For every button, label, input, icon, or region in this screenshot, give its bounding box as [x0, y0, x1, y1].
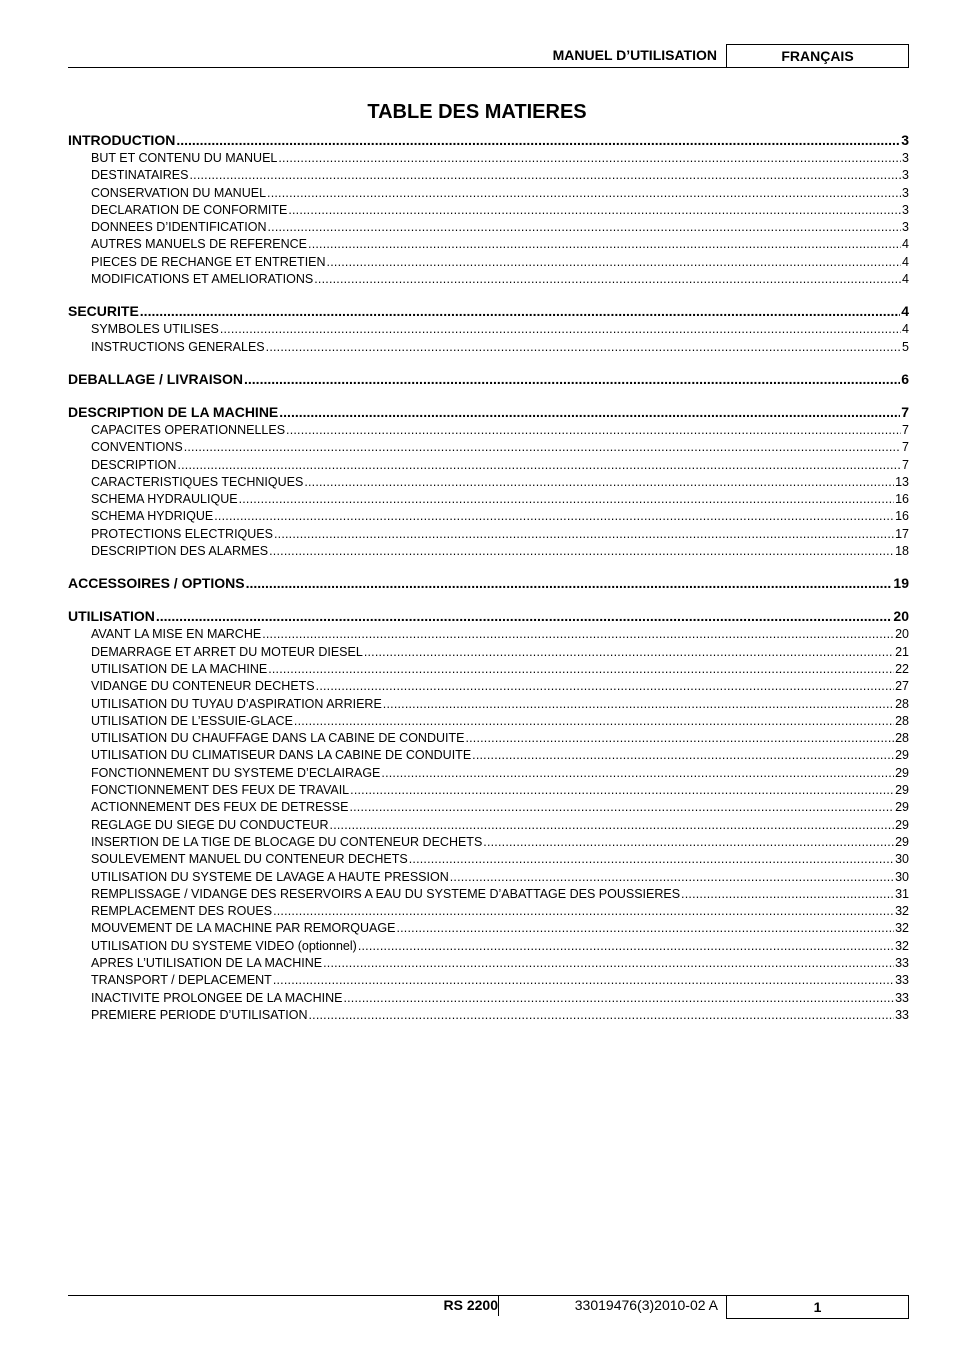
toc-entry-label: REMPLISSAGE / VIDANGE DES RESERVOIRS A EAU DU SYSTEME D’ABATTAGE DES POUSSIERES — [91, 886, 681, 901]
toc-page-number: 4 — [902, 272, 909, 287]
toc-section — [68, 574, 909, 593]
toc-section — [68, 370, 909, 389]
toc-entry-label: INSTRUCTIONS GENERALES — [91, 339, 265, 354]
toc-entry-label: SECURITE — [68, 303, 139, 320]
toc-page-number: 3 — [901, 132, 909, 148]
dot-leader — [184, 439, 901, 456]
toc-entry-label: UTILISATION DU CLIMATISEUR DANS LA CABINE DE CONDUITE — [91, 748, 472, 763]
toc-entry-label: PIECES DE RECHANGE ET ENTRETIEN — [91, 254, 326, 269]
toc-page-number: 4 — [901, 303, 909, 320]
dot-leader — [358, 938, 894, 955]
dot-leader — [308, 236, 901, 253]
toc-entry-label: CARACTERISTIQUES TECHNIQUES — [91, 474, 304, 489]
toc-entry-label: TRANSPORT / DEPLACEMENT — [91, 973, 272, 988]
toc-page-number: 3 — [902, 202, 909, 217]
toc-page-number: 17 — [895, 526, 909, 541]
toc-entry-label: UTILISATION DE L’ESSUIE-GLACE — [91, 713, 293, 728]
toc-entry-label: DESCRIPTION DE LA MACHINE — [68, 403, 279, 420]
toc-page-number: 29 — [895, 834, 909, 849]
dot-leader — [343, 990, 894, 1007]
toc-entry[interactable] — [68, 457, 909, 474]
toc-page-number: 33 — [895, 973, 909, 988]
toc-entry-label: INTRODUCTION — [68, 132, 176, 148]
toc-entry-label: SCHEMA HYDRIQUE — [91, 509, 214, 524]
toc-page-number: 29 — [895, 783, 909, 798]
toc-section-heading[interactable] — [68, 302, 909, 321]
toc-entry[interactable] — [68, 644, 909, 661]
toc-entry-label: UTILISATION DU TUYAU D’ASPIRATION ARRIERE — [91, 696, 382, 711]
dot-leader — [274, 526, 894, 543]
toc-page-number: 18 — [895, 544, 909, 559]
dot-leader — [278, 150, 901, 167]
toc-page-number: 6 — [901, 370, 909, 387]
toc-page-number: 21 — [895, 644, 909, 659]
dot-leader — [220, 321, 901, 338]
toc-entry[interactable] — [68, 782, 909, 799]
dot-leader — [381, 765, 894, 782]
toc-entry-label: FONCTIONNEMENT DU SYSTEME D’ECLAIRAGE — [91, 765, 381, 780]
toc-entry-label: CONSERVATION DU MANUEL — [91, 185, 267, 200]
toc-entry-label: CONVENTIONS — [91, 440, 183, 455]
dot-leader — [267, 219, 901, 236]
toc-entry-label: DEMARRAGE ET ARRET DU MOTEUR DIESEL — [91, 644, 363, 659]
dot-leader — [450, 869, 894, 886]
toc-entry[interactable] — [68, 799, 909, 816]
toc-entry-label: SYMBOLES UTILISES — [91, 322, 219, 337]
toc-page-number: 7 — [902, 440, 909, 455]
toc-entry[interactable] — [68, 202, 909, 219]
toc-section-heading[interactable] — [68, 607, 909, 626]
toc-page-number: 33 — [895, 955, 909, 970]
toc-entry[interactable] — [68, 990, 909, 1007]
toc-entry-label: FONCTIONNEMENT DES FEUX DE TRAVAIL — [91, 783, 350, 798]
toc-entry-label: SCHEMA HYDRAULIQUE — [91, 492, 238, 507]
toc-page-number: 28 — [895, 713, 909, 728]
toc-entry[interactable] — [68, 236, 909, 253]
toc-entry-label: PREMIERE PERIODE D’UTILISATION — [91, 1007, 308, 1022]
language-box: FRANÇAIS — [726, 44, 909, 68]
toc-entry[interactable] — [68, 474, 909, 491]
dot-leader — [267, 185, 901, 202]
toc-page-number: 32 — [895, 921, 909, 936]
toc-entry[interactable] — [68, 678, 909, 695]
toc-entry-label: DESCRIPTION DES ALARMES — [91, 544, 269, 559]
dot-leader — [483, 834, 894, 851]
toc-entry-label: ACTIONNEMENT DES FEUX DE DETRESSE — [91, 800, 349, 815]
toc-entry[interactable] — [68, 185, 909, 202]
toc-entry-label: ACCESSOIRES / OPTIONS — [68, 575, 245, 592]
dot-leader — [214, 508, 894, 525]
toc-entry-label: UTILISATION DU SYSTEME DE LAVAGE A HAUTE PRESSION — [91, 869, 449, 884]
toc-entry[interactable] — [68, 254, 909, 271]
dot-leader — [177, 457, 901, 474]
toc-entry[interactable] — [68, 219, 909, 236]
dot-leader — [266, 339, 901, 356]
toc-page-number: 22 — [895, 661, 909, 676]
toc-entry-label: DECLARATION DE CONFORMITE — [91, 202, 288, 217]
toc-entry[interactable] — [68, 508, 909, 525]
toc-entry[interactable] — [68, 491, 909, 508]
dot-leader — [681, 886, 894, 903]
toc-page-number: 28 — [895, 696, 909, 711]
dot-leader — [239, 491, 895, 508]
toc-section — [68, 302, 909, 356]
toc-page-number: 3 — [902, 151, 909, 165]
toc-entry-label: BUT ET CONTENU DU MANUEL — [91, 151, 278, 165]
toc-entry[interactable] — [68, 167, 909, 184]
dot-leader — [316, 678, 894, 695]
toc-page-number: 29 — [895, 817, 909, 832]
dot-leader — [350, 782, 894, 799]
toc-entry-label: UTILISATION — [68, 608, 155, 625]
toc-entry[interactable] — [68, 422, 909, 439]
dot-leader — [273, 972, 894, 989]
toc-page-number: 13 — [895, 474, 909, 489]
dot-leader — [349, 799, 894, 816]
dot-leader — [246, 574, 893, 593]
dot-leader — [244, 370, 900, 389]
toc-entry[interactable] — [68, 339, 909, 356]
toc-entry-label: UTILISATION DE LA MACHINE — [91, 661, 268, 676]
toc-entry-label: DESCRIPTION — [91, 457, 177, 472]
toc-page-number: 3 — [902, 220, 909, 235]
toc-entry[interactable] — [68, 747, 909, 764]
toc-entry[interactable] — [68, 321, 909, 338]
table-of-contents — [68, 131, 909, 1038]
toc-entry-label: VIDANGE DU CONTENEUR DECHETS — [91, 679, 315, 694]
toc-entry[interactable] — [68, 730, 909, 747]
toc-entry-label: DEBALLAGE / LIVRAISON — [68, 370, 244, 387]
dot-leader — [189, 167, 901, 184]
page-number: 1 — [726, 1295, 909, 1319]
dot-leader — [288, 202, 901, 219]
toc-page-number: 20 — [895, 627, 909, 642]
toc-page-number: 30 — [895, 869, 909, 884]
toc-page-number: 32 — [895, 904, 909, 919]
dot-leader — [409, 851, 894, 868]
toc-page-number: 30 — [895, 852, 909, 867]
toc-entry-label: REMPLACEMENT DES ROUES — [91, 904, 273, 919]
toc-section-heading[interactable] — [68, 370, 909, 389]
toc-page-number: 4 — [902, 322, 909, 337]
dot-leader — [176, 131, 900, 150]
toc-page-number: 29 — [895, 800, 909, 815]
toc-entry-label: MOUVEMENT DE LA MACHINE PAR REMORQUAGE — [91, 921, 396, 936]
toc-page-number: 4 — [902, 237, 909, 252]
document-code: 33019476(3)2010-02 A — [574, 1297, 718, 1313]
toc-page-number: 29 — [895, 765, 909, 780]
toc-entry[interactable] — [68, 851, 909, 868]
toc-section — [68, 131, 909, 288]
toc-entry[interactable] — [68, 696, 909, 713]
toc-section — [68, 403, 909, 560]
dot-leader — [472, 747, 894, 764]
toc-page-number: 33 — [895, 990, 909, 1005]
toc-page-number: 4 — [902, 254, 909, 269]
toc-page-number: 19 — [893, 575, 909, 592]
toc-page-number: 27 — [895, 679, 909, 694]
toc-section — [68, 607, 909, 1024]
toc-entry[interactable] — [68, 526, 909, 543]
toc-entry-label: UTILISATION DU CHAUFFAGE DANS LA CABINE DE CONDUITE — [91, 731, 465, 746]
toc-section-heading[interactable] — [68, 574, 909, 593]
toc-page-number: 16 — [895, 509, 909, 524]
dot-leader — [286, 422, 901, 439]
toc-entry[interactable] — [68, 955, 909, 972]
dot-leader — [262, 626, 894, 643]
dot-leader — [308, 1007, 894, 1024]
dot-leader — [304, 474, 894, 491]
dot-leader — [294, 713, 894, 730]
dot-leader — [364, 644, 894, 661]
dot-leader — [323, 955, 894, 972]
toc-section-heading[interactable] — [68, 403, 909, 422]
dot-leader — [279, 403, 900, 422]
toc-entry[interactable] — [68, 903, 909, 920]
toc-entry[interactable] — [68, 886, 909, 903]
toc-section-heading[interactable] — [68, 131, 909, 150]
toc-page-number: 32 — [895, 938, 909, 953]
dot-leader — [156, 607, 893, 626]
toc-entry[interactable] — [68, 834, 909, 851]
dot-leader — [269, 543, 894, 560]
footer-separator — [498, 1296, 499, 1316]
dot-leader — [396, 920, 894, 937]
toc-page-number: 3 — [902, 168, 909, 183]
toc-page-number: 7 — [902, 457, 909, 472]
toc-page-number: 7 — [901, 403, 909, 420]
toc-entry[interactable] — [68, 150, 909, 167]
toc-entry-label: AUTRES MANUELS DE REFERENCE — [91, 237, 308, 252]
toc-entry[interactable] — [68, 765, 909, 782]
toc-entry-label: SOULEVEMENT MANUEL DU CONTENEUR DECHETS — [91, 852, 408, 867]
page-footer — [68, 1295, 909, 1319]
toc-page-number: 31 — [895, 886, 909, 901]
toc-page-number: 28 — [895, 731, 909, 746]
toc-page-number: 20 — [893, 608, 909, 625]
toc-entry[interactable] — [68, 713, 909, 730]
dot-leader — [465, 730, 894, 747]
page-header — [68, 44, 909, 68]
toc-entry[interactable] — [68, 626, 909, 643]
model-name: RS 2200 — [443, 1297, 498, 1313]
toc-page-number: 5 — [902, 339, 909, 354]
toc-entry-label: CAPACITES OPERATIONNELLES — [91, 422, 286, 437]
manual-title: MANUEL D’UTILISATION — [552, 47, 717, 63]
toc-entry-label: PROTECTIONS ELECTRIQUES — [91, 526, 273, 541]
toc-page-number: 3 — [902, 185, 909, 200]
toc-entry[interactable] — [68, 271, 909, 288]
toc-entry-label: DONNEES D’IDENTIFICATION — [91, 220, 267, 235]
dot-leader — [314, 271, 901, 288]
toc-entry-label: MODIFICATIONS ET AMELIORATIONS — [91, 272, 314, 287]
toc-entry[interactable] — [68, 543, 909, 560]
toc-entry[interactable] — [68, 1007, 909, 1024]
toc-page-number: 16 — [895, 492, 909, 507]
dot-leader — [327, 254, 902, 271]
dot-leader — [383, 696, 894, 713]
toc-entry-label: UTILISATION DU SYSTEME VIDEO (optionnel) — [91, 938, 357, 953]
toc-entry[interactable] — [68, 869, 909, 886]
toc-entry-label: DESTINATAIRES — [91, 168, 189, 183]
toc-entry-label: APRES L’UTILISATION DE LA MACHINE — [91, 955, 323, 970]
dot-leader — [140, 302, 900, 321]
toc-entry-label: REGLAGE DU SIEGE DU CONDUCTEUR — [91, 817, 329, 832]
toc-entry[interactable] — [68, 920, 909, 937]
toc-entry[interactable] — [68, 938, 909, 955]
toc-page-number: 7 — [902, 422, 909, 437]
toc-entry[interactable] — [68, 817, 909, 834]
toc-page-number: 33 — [895, 1007, 909, 1022]
page-title: TABLE DES MATIERES — [367, 101, 587, 123]
toc-entry[interactable] — [68, 439, 909, 456]
toc-entry-label: INSERTION DE LA TIGE DE BLOCAGE DU CONTENEUR DECHETS — [91, 834, 483, 849]
toc-entry[interactable] — [68, 661, 909, 678]
toc-entry-label: AVANT LA MISE EN MARCHE — [91, 627, 262, 642]
toc-entry[interactable] — [68, 972, 909, 989]
dot-leader — [273, 903, 894, 920]
toc-entry-label: INACTIVITE PROLONGEE DE LA MACHINE — [91, 990, 343, 1005]
dot-leader — [330, 817, 895, 834]
dot-leader — [268, 661, 894, 678]
toc-page-number: 29 — [895, 748, 909, 763]
